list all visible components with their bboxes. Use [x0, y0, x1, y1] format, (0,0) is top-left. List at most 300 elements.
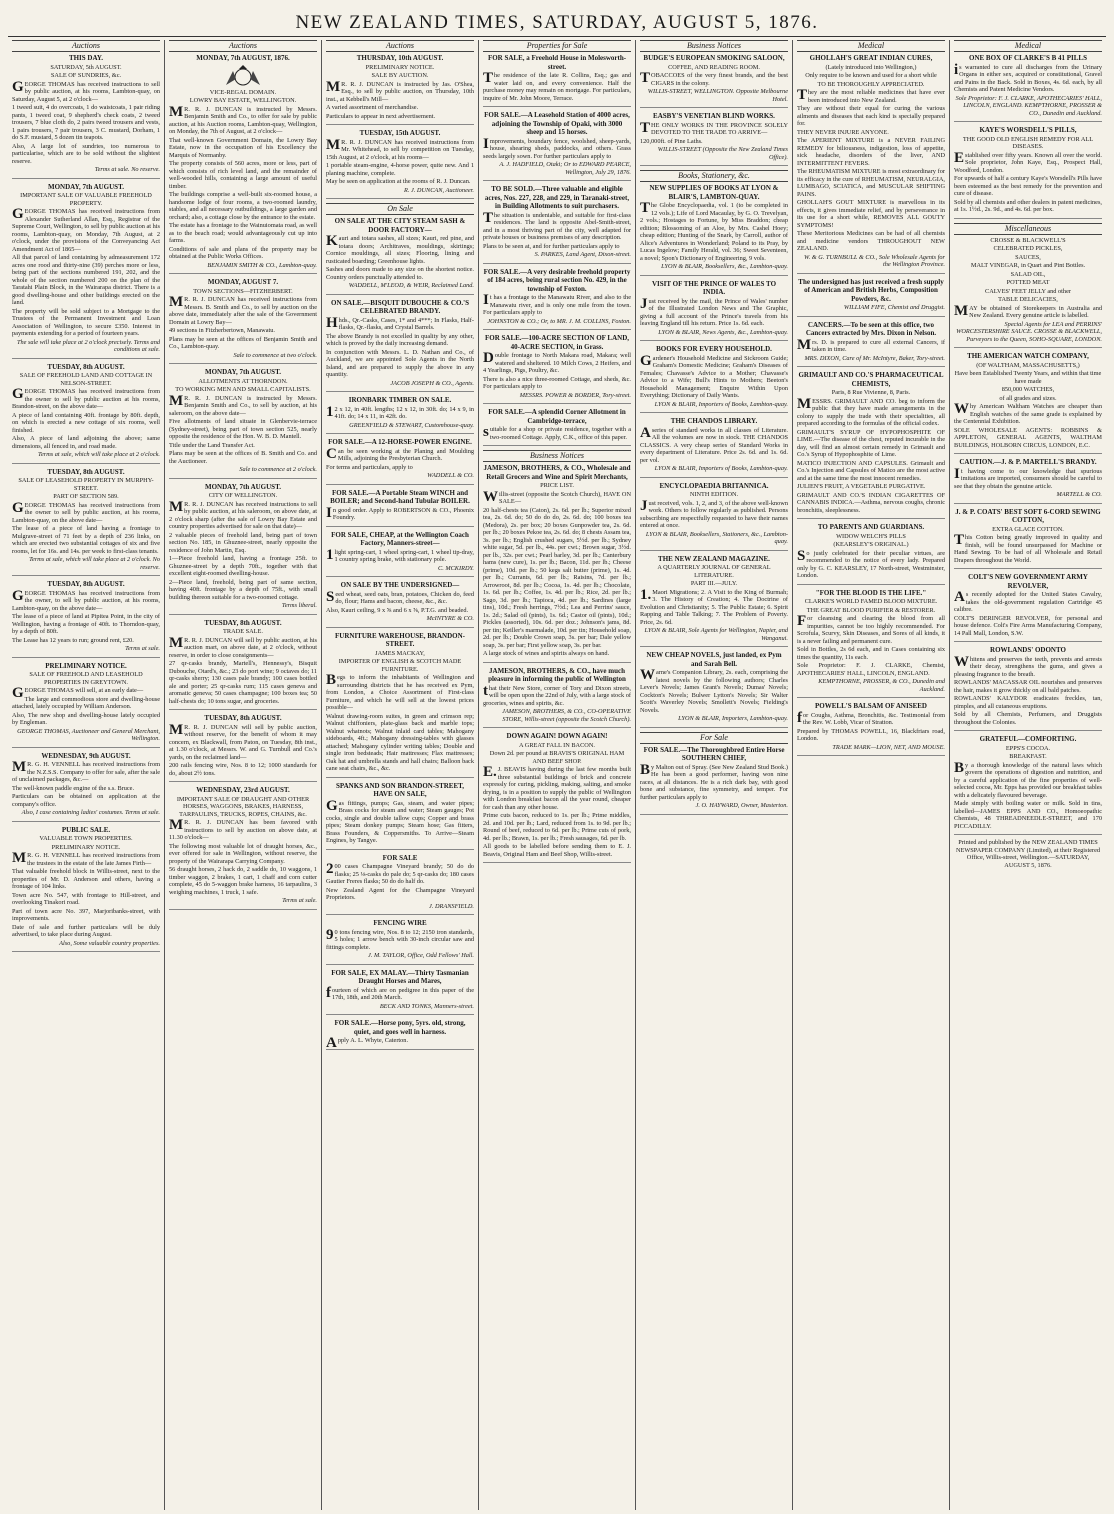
- advertisement: [169, 483, 317, 615]
- ad-signature: S. PARKES, Land Agent, Dixon-street.: [534, 251, 631, 258]
- ad-signature: Terms liberal.: [281, 602, 317, 609]
- ad-subhead: THE GOOD OLD ENGLISH REMEDY FOR ALL DISEASES.: [962, 135, 1094, 150]
- ad-subhead: IMPORTER OF ENGLISH & SCOTCH MADE FURNITURE.: [338, 658, 462, 673]
- ad-paragraph: SOLE WHOLESALE AGENTS: ROBBINS & APPLETON, GENERAL AGENTS, WALTHAM BUILDINGS, HOLBORN CIRCUS, LONDON, E.C.: [954, 426, 1102, 449]
- ad-paragraph: A large stock of wines and spirits always on hand.: [483, 650, 610, 657]
- ad-paragraph: By a thorough knowledge of the natural laws which govern the operations of digestion and nutrition, and by a careful application of the fine properties of well-selected cocoa, Mr. Epps has provided our breakfast tables with a delicately flavoured beverage.: [954, 759, 1102, 799]
- advertisement: [12, 826, 160, 953]
- section-header: Books, Stationery, &c.: [640, 170, 788, 182]
- ad-signature: JAMESON, BROTHERS, & CO., CO-OPERATIVE STORE, Willis-street (opposite the Scotch Church).: [502, 708, 631, 723]
- ad-paragraph: It has a frontage to the Manawatu River, and also to the Manawatu river, and is only one mile from the town. For particulars apply to: [483, 292, 631, 316]
- ad-title: DOWN AGAIN! DOWN AGAIN!: [506, 732, 608, 740]
- ad-subhead: Have been Established Twenty Years, and within that time have made: [954, 370, 1102, 385]
- ad-paragraph: E.J. BEAVIS having during the last few months built three substantial buildings of brick and concrete expressly for curing, pickling, making, salting, and smoke drying, is in a position to supply the public of Wellington with London breakfast bacon all the year round, cheaper for cash than any other house.: [483, 764, 631, 811]
- ad-title: KAYE'S WORSDELL'S PILLS,: [979, 126, 1077, 134]
- ad-signature: LYON & BLAIR, Booksellers, &c., Lambton-quay.: [661, 263, 788, 270]
- ad-signature: Also, Some valuable country properties.: [59, 939, 160, 947]
- ad-title: COLT'S NEW GOVERNMENT ARMY REVOLVER,: [968, 573, 1088, 590]
- ad-title: MONDAY, 7th AUGUST.: [205, 368, 281, 376]
- advertisement: [640, 54, 788, 108]
- advertisement: [483, 732, 631, 863]
- advertisement: [326, 1019, 474, 1050]
- ad-signature: KEMPTHORNE, PROSSER, & CO., Dunedin and Auckland.: [818, 678, 945, 693]
- ad-title: IRONBARK TIMBER ON SALE.: [348, 396, 452, 404]
- ad-paragraph: They are the most reliable medicines that have ever been introduced into New Zealand.: [797, 87, 945, 104]
- ad-paragraph: MR. R. J. DUNCAN is instructed by Messrs. Benjamin Smith and Co., to offer for sale by public auction, at his Auction rooms, Lambton-quay, Wellington, on Monday, the 7th of August, at 2 o'clock—: [169, 103, 317, 135]
- section-header: Medical: [797, 40, 945, 52]
- ad-signature: LYON & BLAIR, Booksellers, Stationers, &c., Lambton-quay.: [645, 530, 788, 545]
- ad-subhead: CROSSE & BLACKWELL'S: [990, 236, 1066, 244]
- ad-subhead: VALUABLE TOWN PROPERTIES.: [39, 835, 133, 842]
- ad-signature: JACOB JOSEPH & CO., Agents.: [390, 379, 474, 387]
- ad-signature: C. MCKIRDY.: [438, 564, 474, 572]
- ad-subhead: NINTH EDITION.: [689, 491, 739, 498]
- section-header: Properties for Sale: [483, 40, 631, 52]
- ad-subhead: (KEARSLEY'S ORIGINAL.): [833, 541, 909, 548]
- ad-paragraph: 49 sections in Fitzherbertown, Manawatu.: [169, 327, 275, 334]
- ad-subhead: SALE OF LEASEHOLD PROPERTY IN MURPHY-STREET.: [18, 477, 154, 492]
- advertisement: [640, 345, 788, 413]
- ad-signature: Terms at sale.: [125, 645, 160, 652]
- ad-paragraph: is warranted to cure all discharges from the Urinary Organs in either sex, acquired or constitutional, Gravel and Pains in the Back. Sold in Boxes, 4s. 6d. each, by all Chemists and Patent Medicine Vendors.: [954, 61, 1102, 93]
- advertisement: [169, 786, 317, 910]
- ad-paragraph: 200 cases Champagne Vineyard brandy; 50 do do flasks; 25 ⅛-casks do pale do; 5 qr-casks do; 180 cases Gautier Freres flasks; 50 do do half do.: [326, 861, 474, 885]
- ad-paragraph: The buildings comprise a well-built six-roomed house, a handsome lodge of four rooms, a two-roomed laundry, stables, and all necessary outbuildings, a large garden and orchard; also, a cottage close by the entrance to the estate.: [169, 191, 317, 221]
- advertisement: [326, 396, 474, 434]
- ad-paragraph: The APERIENT MIXTURE is a NEVER FAILING REMEDY for biliousness, indigestion, loss of appetite, sick headache, disorders of the liver, AND INTERMITTENT FEVERS.: [797, 137, 945, 167]
- ad-signature: WADDELL, M'LEOD, & WEIR, Reclaimed Land.: [348, 282, 474, 289]
- ad-paragraph: Hhds., Qr.-Casks, Cases, 1* and 4***; In Flasks, Half-flasks, Qr.-flasks, and Crystal Barrels.: [326, 314, 474, 331]
- ad-title: ENCYCLOPAEDIA BRITANNICA.: [659, 481, 769, 490]
- ad-paragraph: Prime cuts bacon, reduced to 1s. per lb.; Prime middles, 2d. and 10d. per lb.; Lard, reduced from 1s. to 9d. per lb.; Round of beef, reduced to 6d. per lb.; Prime cuts of pork, 4d. per lb.; Brawn, 1s. per lb.; Fresh sausages, 6d. per lb.: [483, 812, 631, 842]
- ad-paragraph: Part of town acre No. 397, Marjoribanks-street, with improvements.: [12, 907, 160, 922]
- column-3: [322, 40, 479, 1510]
- ad-title: JAMESON, BROTHERS, & CO., Wholesale and Retail Grocers and Wine and Spirit Merchants,: [483, 464, 631, 481]
- ad-title: TUESDAY, 8th AUGUST.: [204, 618, 282, 627]
- ad-subhead: IMPORTANT SALE OF VALUABLE FREEHOLD PROPERTY.: [20, 192, 152, 207]
- ad-paragraph: MR. R. J. DUNCAN has received instructions from Messrs. B. Smith and Co., to sell by auction on the above date, immediately after the sale of the Government Domain at Lowry Bay—: [169, 294, 317, 326]
- ad-subhead: TOWN SECTIONS—FITZHERBERT.: [193, 287, 293, 295]
- ad-paragraph: MR. R. J. DUNCAN has been favored with instructions to sell by auction on above date, at 11.30 o'clock—: [169, 817, 317, 841]
- advertisement: [326, 489, 474, 527]
- ad-paragraph: By Malton out of Spray. (See New Zealand Stud Book.) He has been a good performer, having won nine races, at all distances. He is a rich dark bay, with good bone and substance, fine symmetry, and temper. For further particulars apply to: [640, 761, 788, 801]
- masthead: NEW ZEALAND TIMES, SATURDAY, AUGUST 5, 1876.: [8, 10, 1106, 37]
- advertisement: [326, 782, 474, 850]
- ad-title: FOR SALE.—A splendid Corner Allotment in Cambridge-terrace,: [488, 408, 626, 425]
- ad-signature: TRADE MARK—LION, NET, AND MOUSE.: [832, 743, 945, 751]
- ad-signature: Special Agents for LEA and PERRINS' WORCESTERSHIRE SAUCE. CROSSE & BLACKWELL, Purveyors to the Queen, SOHO-SQUARE, LONDON.: [956, 320, 1102, 343]
- ad-paragraph: That well-known Government Domain, the Lowry Bay Estate, now in the occupation of his Excellency the Marquis of Normanby.: [169, 136, 317, 159]
- ad-paragraph: Whitens and preserves the teeth, prevents and arrests their decay, strengthens the gums, and gives a pleasing fragrance to the breath.: [954, 653, 1102, 678]
- ad-subhead: THE GREAT BLOOD PURIFIER & RESTORER.: [806, 606, 936, 614]
- ad-title: FOR SALE.—Horse pony, 5yrs. old, strong, quiet, and goes well in harness.: [334, 1019, 466, 1036]
- ad-paragraph: MR. R. J. DUNCAN has received instructions to sell by public auction, at his saleroom, on above date, at 2 o'clock sharp (after the sale of Lowry Bay Estate and country properties advertised for sale on that date)—: [169, 498, 317, 530]
- ad-paragraph: Date of sale and further particulars will be duly advertised, to take place during August.: [12, 923, 160, 938]
- ad-paragraph: 90 tons fencing wire, Nos. 8 to 12; 2150 iron standards, 5 holes; 1 arrow bench with 30-inch circular saw and fittings complete.: [326, 926, 474, 951]
- ad-paragraph: MR. R. J. DUNCAN is instructed by Messrs. Benjamin Smith and Co., to sell by auction, at his saleroom, on the above date—: [169, 392, 317, 417]
- ad-paragraph: Conditions of sale and plans of the property may be obtained at the Public Works Offices.: [169, 245, 317, 260]
- ad-signature: Sole Proprietor: F. J. CLARKE, APOTHECARIES' HALL, LINCOLN, ENGLAND. KEMPTHORNE, PROSSER & CO., Dunedin and Auckland.: [955, 94, 1102, 117]
- ad-paragraph: Title under the Land Transfer Act.: [169, 441, 255, 449]
- ad-paragraph: 1.Maori Migrations; 2. A Visit to the King of Burmah; 3. The History of Creation; 4. The Doctrine of Evolution and Christianity; 5. The Public Estate; 6. Spirit Rapping and Table Talking; 7. The Problem of Poverty. Price, 2s. 6d.: [640, 586, 788, 626]
- advertisement: [12, 752, 160, 822]
- ad-paragraph: In conjunction with Messrs. L. D. Nathan and Co., of Auckland, we are appointed Sole Agents in the North Island, and are prepared to supply the above in any quantity.: [326, 348, 474, 378]
- ad-title: FOR SALE, a Freehold House in Molesworth-street.: [487, 54, 627, 71]
- advertisement: [326, 854, 474, 916]
- advertisement: [326, 438, 474, 485]
- ad-title: ON SALE BY THE UNDERSIGNED—: [340, 581, 460, 589]
- ad-title: JAMESON, BROTHERS, & CO., have much pleasure in informing the public of Wellington: [488, 666, 626, 683]
- ad-paragraph: Five allotments of land situate in Glenbervie-terrace (Sydney-street), being part of town section 525, nearly opposite the residence of the Hon. W. B. D. Mantell.: [169, 418, 317, 440]
- ad-paragraph: Kauri and totara sashes, all sizes; Kauri, red pine, and totara doors; Architraves, mouldings, skirtings; Cornice mouldings, all sizes; Flooring, lining and rusticated boarding; Greenhouse lights.: [326, 233, 474, 265]
- ad-signature: Sale to commence at two o'clock.: [233, 351, 317, 359]
- ad-signature: WADDELL & CO.: [427, 472, 474, 479]
- ad-title: FOR SALE.—A Portable Steam WINCH and BOILER; and Second-hand Tubular BOILER.: [330, 488, 470, 505]
- ad-paragraph: THE ONLY WORKS IN THE PROVINCE SOLELY DEVOTED TO THE TRADE TO ARRIVE—: [640, 119, 788, 136]
- ad-paragraph: Can be seen working at the Planing and Moulding Mills, adjoining the Presbyterian Church.: [326, 445, 474, 462]
- ad-subhead: SALAD OIL,: [1010, 270, 1046, 278]
- ad-title: CANCERS.—To be seen at this office, two Cancers extracted by Mrs. Dixon in Nelson.: [805, 320, 937, 337]
- ad-paragraph: Seed wheat, seed oats, bran, potatoes, Chicken do, feed do, flour; Hams and bacon, cheese, &c., &c.: [326, 588, 474, 605]
- ad-paragraph: These Meritorious Medicines can be had of all chemists and medicine vendors THROUGHOUT NEW ZEALAND.: [797, 230, 945, 252]
- ad-subhead: SALE OF SUNDRIES, &c.: [50, 72, 122, 79]
- ad-paragraph: All that parcel of land containing by admeasurement 172 acres one rood and thirty-nine (39) perches more or less, being part of the sections numbered 191, 202, and the whole of the section numbered 200 on the plan of the Taratahi Plain Block, in the Wairarapa district. There is a good dwelling-house and other buildings erected on the land.: [12, 254, 160, 306]
- ad-title: VISIT OF THE PRINCE OF WALES TO INDIA.: [651, 279, 777, 296]
- ad-title: POWELL'S BALSAM OF ANISEED: [815, 702, 927, 710]
- ad-paragraph: fourteen of which are on pedigree in this paper of the 17th, 18th, and 20th March.: [326, 984, 474, 1001]
- ad-signature: Terms at sale, which will take place at 2 o'clock. No reserve.: [29, 556, 160, 571]
- ad-title: WEDNESDAY, 9th AUGUST.: [41, 751, 131, 760]
- ad-paragraph: 1—Piece freehold land, having a frontage 25ft. to Ghuznee-street by a depth 70ft., together with that excellent eight-roomed dwelling-house.: [169, 555, 317, 577]
- advertisement: [169, 54, 317, 274]
- ad-title: ON SALE AT THE CITY STEAM SASH & DOOR FACTORY—: [334, 217, 466, 234]
- section-header: On Sale: [326, 203, 474, 215]
- ad-title: TO BE SOLD.—Three valuable and eligible acres, Nos. 227, 228, and 229, in Taranaki-street, in Building Allotments to suit purchasers.: [484, 185, 630, 210]
- ad-paragraph: Sold by all Chemists, Perfumers, and Druggists throughout the Colonies.: [954, 711, 1102, 726]
- ad-subhead: CLARKE'S WORLD FAMED BLOOD MIXTURE.: [804, 598, 938, 605]
- ad-signature: WILLIS-STREET (Opposite the New Zealand Times Office).: [657, 146, 788, 161]
- ad-subhead: SALE BY AUCTION.: [371, 72, 429, 79]
- ad-paragraph: Apply A. L. Whyte, Caterton.: [326, 1035, 409, 1051]
- ad-paragraph: 120,000ft. of Pine Laths.: [640, 137, 703, 145]
- ad-paragraph: New Zealand Agent for the Champagne Vineyard Proprietors.: [326, 886, 474, 901]
- ad-title: FOR SALE, EX MALAY.—Thirty Tasmanian Draught Horses and Mares,: [331, 968, 469, 985]
- ad-title: TUESDAY, 15th AUGUST.: [359, 129, 441, 137]
- ad-paragraph: The large and commodious store and dwelling-house attached, lately occupied by William Anderson.: [12, 695, 160, 710]
- advertisement: [12, 363, 160, 464]
- ad-title: PUBLIC SALE.: [61, 825, 111, 834]
- ad-paragraph: 1light spring-cart, 1 wheel spring-cart, 1 wheel tip-dray, 1 country spring brake, with stationary pole.: [326, 546, 474, 563]
- ad-subhead: 850,000 WATCHES,: [1001, 386, 1055, 393]
- ad-title: MONDAY, AUGUST 7.: [207, 278, 279, 286]
- ad-title: CAUTION.—J. & P. MARTELL'S BRANDY.: [959, 458, 1097, 466]
- ad-subhead: A QUARTERLY JOURNAL OF GENERAL LITERATURE.: [657, 564, 771, 579]
- ad-title: FOR SALE.—The Thoroughbred Entire Horse SOUTHERN CHIEF,: [643, 745, 785, 762]
- ad-paragraph: Double frontage to North Makara road, Makara; well watered and sheltered. 10 Milch Cows, 2 Heifers, and 4 Yearlings, Pigs, Poultry, &c.: [483, 350, 631, 374]
- ad-subhead: PRELIMINARY NOTICE.: [365, 63, 435, 71]
- ad-subhead: PART OF SECTION 589.: [53, 493, 119, 500]
- ad-paragraph: Plans may be seen at the offices of B. Smith and Co. and the Auctioneer.: [169, 450, 317, 465]
- ad-title: TUESDAY, 8th AUGUST.: [204, 714, 282, 722]
- column-4: [479, 40, 636, 1510]
- ad-paragraph: MR. R. J. DUNCAN will sell by public auction, without reserve, for the benefit of whom it may concern, ex Blackwall, from Paton, on Tuesday, 8th inst., at 1.30 o'clock, at Messrs. W. and G. Turnbull and Co.'s yards, on the reclaimed land—: [169, 721, 317, 761]
- ad-paragraph: Just received, vols. 1, 2, and 3, of the above well-known work. Others to follow regularly as published. Persons subscribing are respectfully requested to have their names entered at once.: [640, 497, 788, 529]
- ad-signature: The sale will take place at 2 o'clock precisely. Terms and conditions at sale.: [16, 338, 160, 353]
- ad-paragraph: Town acre No. 547, with frontage to Hill-street, and overlooking Tinakori road.: [12, 891, 160, 906]
- columns-container: [8, 40, 1106, 1510]
- advertisement: [954, 126, 1102, 219]
- ad-paragraph: It having come to our knowledge that spurious imitations are imported, consumers should be careful to see that they obtain the genuine article.: [954, 465, 1102, 490]
- advertisement: [483, 268, 631, 331]
- ad-signature: McINTYRE & CO.: [426, 615, 474, 622]
- ad-signature: Sale to commence at 2 o'clock.: [239, 466, 317, 473]
- advertisement: [640, 184, 788, 276]
- ad-paragraph: Particulars can be obtained on application at the company's office.: [12, 793, 160, 808]
- ad-paragraph: MESSRS. GRIMAULT AND CO. beg to inform the public that they have made arrangements in the colony to supply the trade with their specialities, all prepared according to the formulas of the official codex.: [797, 395, 945, 427]
- ad-paragraph: TOBACCOES of the very finest brands, and the best CIGARS in the colony.: [640, 70, 788, 87]
- ad-title: BUDGE'S EUROPEAN SMOKING SALOON,: [643, 54, 785, 62]
- ad-paragraph: MATICO INJECTION AND CAPSULES. Grimault and Co.'s Injection and Capsules of Matico are the most active and at the same time the most innocent remedies.: [797, 459, 945, 482]
- advertisement: [326, 919, 474, 965]
- ad-subhead: (OF WALTHAM, MASSACHUSETTS,): [976, 361, 1080, 369]
- ad-title: NEW CHEAP NOVELS, just landed, ex Pym and Sarah Bell.: [646, 651, 782, 668]
- ad-title: MONDAY, 7th AUGUST.: [48, 182, 124, 191]
- advertisement: [483, 408, 631, 446]
- advertisement: [640, 112, 788, 166]
- advertisement: [12, 54, 160, 179]
- ad-subhead: COFFEE, AND READING ROOM.: [668, 63, 760, 71]
- advertisement: [797, 54, 945, 274]
- ad-title: FOR SALE.—A Leasehold Station of 4000 acres, adjoining the Township of Opaki, with 3000 sheep and 15 horses.: [484, 111, 630, 136]
- ad-subhead: Paris, 8 Rue Vivienne, 8, Paris.: [831, 389, 911, 396]
- ad-title: GHOLLAH'S GREAT INDIAN CURES,: [809, 54, 933, 62]
- ad-signature: MRS. DIXON, Care of Mr. McIntyre, Baker, Tory-street.: [804, 354, 945, 362]
- advertisement: [483, 185, 631, 264]
- ad-paragraph: 1 tweed suit, 4 do overcoats, 1 do waistcoats, 1 pair riding pants, 1 tweed coat, 9 shepherd's check coats, 2 tweed trousers, 7 blue cloth do, 2 pairs tweed trousers and vests, 1 pairs trousers, 7 pair trousers, 3 C. mustard, Dorham, 1 do S.F. mustard, 5 dozen tin teapots.: [12, 104, 160, 141]
- ad-paragraph: 20 half-chests tea (Caton), 2s. 6d. per lb.; Superior mixed tea, 2s. 6d. do; 50 do do do, 2s. 6d. do; 100 boxes tea (Medora), 2s. per box; 20 boxes Gunpowder tea, 2s. 6d. per lb.; 20 boxes Pekoe tea, 2s. 6d. do; 8 chests Assam tea, 3s. per lb.; English crushed sugars, 5½d. per lb.; Sydney white sugar, 5d. per lb., 44s. per cwt.; Brown sugar, 3½d. per lb., 32s. per cwt.; Pearl barley, 3d. per lb.; Canterbury hams (new cure), 1s. per lb.; Bacon, 11d. per lb.; Cheese (prime), 10d. per lb.; 50 kegs salt butter (prime), 1s. 4d. per lb.; Currants, 6d. per lb.; Raisins, 7d. per lb.; Arrowroot, 8d. per lb.; Cocoa, 1s. 4d. per lb.; Chocolate, 1s. 6d. per lb.; Coffee, 1s. 4d. per lb.; Rice, 2d. per lb.; Sago, 3d. per lb.; Tapioca, 4d. per lb.; Sardines (large tins), 10d.; Fresh herrings, 7½d.; Lea and Perrins' sauce, 1s. 2d.; Salad oil (pints), 1s. 6d.; Castor oil (pints), 10d.; Pickles (assorted), 10s. 6d. per doz.; Johnson's jams, 8d. per tin; Keiller's marmalade, 10d. per tin; Household soap, 2d. per lb.; Double Crown soap, 3s. per bar; Dale yellow soap, 3s. per bar; First yellow soap, 3s. per bar.: [483, 506, 631, 649]
- ad-title: GRIMAULT AND CO.'S PHARMACEUTICAL CHEMISTS,: [798, 371, 944, 388]
- ad-signature: Also, I case containing ladies' costumes. Terms at sale.: [21, 809, 160, 816]
- ad-title: "FOR THE BLOOD IS THE LIFE.": [815, 588, 927, 597]
- ad-paragraph: A varied assortment of merchandise.: [326, 104, 419, 111]
- column-5: [636, 40, 793, 1510]
- advertisement: [640, 555, 788, 648]
- ad-subhead: CALVES' FEET JELLY and other: [985, 287, 1071, 295]
- ad-subhead: PART III.—JULY.: [690, 580, 738, 587]
- ad-paragraph: JULIEN'S FRUIT, A VEGETABLE PURGATIVE.: [797, 483, 926, 490]
- ad-paragraph: That valuable freehold block in Willis-street, next to the properties of Mr. D. Anderson and others, having a frontage of 104 links.: [12, 868, 160, 890]
- ad-signature: LYON & BLAIR, Importers of Books, Lambton-quay.: [654, 465, 788, 472]
- ad-subhead: CITY OF WELLINGTON.: [208, 492, 278, 499]
- ad-paragraph: GHOLLAH'S GOUT MIXTURE is marvellous in its effects, it gives immediate relief, and by perseverance in its use for a short while, REMOVES ALL GOUTY SYMPTOMS!: [797, 199, 945, 229]
- advertisement: [169, 619, 317, 711]
- ad-paragraph: For upwards of half a century Kaye's Worsdell's Pills have been esteemed as the best remedy for the prevention and cure of disease.: [954, 175, 1102, 197]
- ad-paragraph: Established over fifty years. Known all over the world. Sole proprietor, John Kaye, Esq., Prospect Hall, Woodford, London.: [954, 149, 1102, 174]
- ad-paragraph: The estate has a frontage to the Wainuiomata road, as well as to the beach road; would advantageously cut up into farms.: [169, 222, 317, 244]
- column-7: [950, 40, 1106, 1510]
- ad-paragraph: GEORGE THOMAS has received instructions from the owner to sell by public auction at his rooms, Brandon-street, on the above date—: [12, 386, 160, 410]
- ad-subhead: IMPORTANT SALE OF DRAUGHT AND OTHER HORSES, WAGGONS, BRAKES, HARNESS, TARPAULINS, TRUCKS, ROPES, CHAINS, &c.: [176, 795, 310, 818]
- ad-paragraph: The RHEUMATISM MIXTURE is most extraordinary for its efficacy in the cure of RHEUMATISM, NEURALGIA, LUMBAGO, SCIATICA, and MUSCULAR SHIFTING PAINS.: [797, 168, 945, 198]
- ad-paragraph: MAY be obtained of Storekeepers in Australia and New Zealand. Every genuine article is labelled.: [954, 302, 1102, 319]
- advertisement: [640, 746, 788, 815]
- advertisement: [483, 111, 631, 181]
- advertisement: [797, 278, 945, 317]
- ad-title: TO PARENTS AND GUARDIANS.: [817, 523, 925, 531]
- ad-subhead: of all grades and sizes.: [999, 394, 1057, 402]
- ad-title: ON SALE.—BISQUIT DUBOUCHE & CO.'S CELEBRATED BRANDY.: [331, 298, 469, 315]
- ad-paragraph: 1 portable steam-engine, 4-horse power, quite new. And 1 planing machine, complete.: [326, 162, 474, 177]
- advertisement: [640, 280, 788, 342]
- column-1: [8, 40, 165, 1510]
- ad-signature: J. M. TAYLOR, Office, Odd Fellows' Hall.: [368, 952, 474, 959]
- advertisement: [326, 969, 474, 1016]
- ad-paragraph: Plans may be seen at the offices of Benjamin Smith and Co., Lambton-quay.: [169, 335, 317, 350]
- publisher-imprint: Printed and published by the NEW ZEALAND TIMES NEWSPAPER COMPANY (Limited), at their Registered Office, Willis-street, Wellington.—SATURDAY, AUGUST 5, 1876.: [955, 839, 1101, 869]
- ad-signature: BECK AND TONKS, Manners-street.: [379, 1002, 474, 1010]
- ad-title: TUESDAY, 8th AUGUST.: [47, 362, 125, 371]
- section-header: Auctions: [169, 40, 317, 52]
- advertisement: [797, 523, 945, 585]
- ad-paragraph: The lease of a piece of land having a frontage to Mulgrave-street of 71 feet by a depth of 236 links, on which are erected two substantial cottages of six and five rooms, let for 16s. and 14s. per week to first-class tenants.: [12, 525, 160, 555]
- ad-signature: LYON & BLAIR, Sole Agents for Wellington, Napier, and Wanganui.: [644, 627, 788, 642]
- ad-subhead: MALT VINEGAR, in Quart and Pint Bottles.: [970, 262, 1086, 269]
- ad-paragraph: that their New Store, corner of Tory and Dixon streets, will be open upon the 22nd of July, with a large stock of groceries, wines and spirits, &c.: [483, 682, 631, 707]
- ad-paragraph: Why American Waltham Watches are cheaper than English watches of the same grade is explained by the Centennial Exhibition.: [954, 401, 1102, 425]
- advertisement: [954, 54, 1102, 122]
- ad-title: THE CHANDOS LIBRARY.: [670, 417, 758, 425]
- ad-subhead: TRADE SALE.: [223, 628, 263, 635]
- ad-subhead: SALE OF FREEHOLD LAND AND COTTAGE IN NELSON-STREET.: [19, 372, 153, 387]
- advertisement: [797, 371, 945, 519]
- ad-subhead: VICE-REGAL DOMAIN.: [209, 88, 277, 96]
- section-header: For Sale: [640, 732, 788, 744]
- ad-paragraph: MR. R. J. DUNCAN is instructed by Jas. O'Shea, Esq., to sell by public auction, on Thursday, 10th inst., at Kebbell's Mill—: [326, 78, 474, 103]
- advertisement: [326, 217, 474, 295]
- ad-subhead: PRELIMINARY NOTICE.: [51, 843, 121, 851]
- advertisement: [12, 183, 160, 359]
- ad-paragraph: ROWLANDS' KALYDOR eradicates freckles, tan, pimples, and all cutaneous eruptions.: [954, 695, 1102, 710]
- ad-title: TUESDAY, 8th AUGUST.: [47, 580, 125, 588]
- ad-title: SPANKS AND SON BRANDON-STREET, HAVE ON SALE,: [335, 781, 465, 798]
- advertisement: [12, 662, 160, 748]
- ad-subhead: SATURDAY, 5th AUGUST.: [50, 63, 122, 71]
- ad-subhead: (Lately introduced into Wellington,): [825, 63, 917, 71]
- ad-title: WEDNESDAY, 23rd AUGUST.: [196, 786, 290, 794]
- ad-paragraph: Warne's Companion Library, 2s. each, comprising the latest novels by the following authors; Charles Lever's Novels; James Grant's Novels; Dumas' Novels; Cockton's Novels; Bulwer Lytton's Novels; Sir Walter Scott's Waverley Novels; Smollett's Novels; Fielding's Novels.: [640, 667, 788, 714]
- ad-paragraph: May be seen on application at the rooms of R. J. Duncan.: [326, 178, 471, 185]
- ad-subhead: Only require to be known and used for a short while: [805, 72, 937, 79]
- ad-subhead: A GREAT FALL IN BACON.: [519, 741, 595, 749]
- advertisement: [12, 580, 160, 658]
- ad-signature: Terms at sale, which will take place at 2 o'clock.: [38, 451, 160, 458]
- ad-paragraph: Also, Kauri ceiling, 9 x ⅝ and 6 x ⅝, P.T.G. and beaded.: [326, 606, 469, 614]
- advertisement: [12, 468, 160, 577]
- ad-paragraph: for Coughs, Asthma, Bronchitis, &c. Testimonial from the Rev. W. Lobb, Vicar of Stratton.: [797, 709, 945, 726]
- ad-paragraph: The well-known paddle engine of the s.s. Bruce.: [12, 784, 135, 792]
- ad-paragraph: Sold in Bottles, 2s 6d each, and in Cases containing six times the quantity, 11s each.: [797, 646, 945, 661]
- advertisement: [954, 458, 1102, 504]
- ad-signature: Terms at sale. No reserve.: [94, 166, 160, 173]
- ad-signature: MARTELL & CO.: [1056, 491, 1102, 498]
- ad-paragraph: GEORGE THOMAS has received instructions from the owner, to sell by public auction, at his rooms, Lambton-quay, on the above date—: [12, 587, 160, 612]
- advertisement: [483, 667, 631, 729]
- ad-paragraph: GEORGE THOMAS will sell, at an early date—: [12, 685, 144, 701]
- ad-title: BOOKS FOR EVERY HOUSEHOLD.: [656, 345, 772, 353]
- ad-paragraph: The residence of the late R. Collins, Esq.; gas and water laid on, and every convenience. Half the purchase money may remain on mortgage. For particulars, inquire of Mr. John Moore, Terrace.: [483, 70, 631, 102]
- ad-signature: J. DRANSFIELD.: [429, 902, 474, 910]
- ad-subhead: WIDOW WELCH'S PILLS: [836, 532, 906, 540]
- ad-paragraph: Just received by the mail, the Prince of Wales' number of the Illustrated London News and The Graphic, giving a full account of the Prince's travels from his leaving England till his return. Price 1s. 6d. each.: [640, 295, 788, 327]
- section-header: Miscellaneous: [954, 223, 1102, 235]
- ad-paragraph: Gardener's Household Medicine and Sickroom Guide; Graham's Domestic Medicine; Graham's Diseases of Females; Chavasse's Advice to a Mother; Chavasse's Advice to a Wife; Bull's Hints to Mothers; Beeton's Household Management; Enquire Within Upon Everything; Dictionary of Daily Wants.: [640, 352, 788, 399]
- ad-subhead: EXTRA GLACE COTTON.: [992, 525, 1064, 533]
- ad-paragraph: COLT'S DERINGER REVOLVER, for personal and house defence. Colt's Fire Arms Manufacturing Company, 14 Pall Mall, London, S.W.: [954, 614, 1102, 637]
- ad-paragraph: They are without their equal for curing the various ailments and diseases that each kind is specially prepared for.: [797, 105, 945, 127]
- advertisement: [954, 573, 1102, 642]
- ad-paragraph: MR. R. J. DUNCAN will sell by public auction, at his auction mart, on above date, at 2 o'clock, without reserve, in order to close consignments—: [169, 634, 317, 659]
- ad-paragraph: The above Brandy is not excelled in quality by any other, which is proved by the daily increasing demand.: [326, 332, 474, 347]
- ad-paragraph: 12 x 12, in 40ft. lengths; 12 x 12, in 30ft. do; 14 x 9, in 41ft. do; 14 x 11, in 42ft. do.: [326, 403, 474, 420]
- ad-title: J. & P. COATS' BEST SOFT 6-CORD SEWING COTTON,: [955, 507, 1101, 524]
- ad-paragraph: Mrs. D. is prepared to cure all external Cancers, if taken in time.: [797, 336, 945, 353]
- section-header: Medical: [954, 40, 1102, 52]
- advertisement: [483, 464, 631, 663]
- advertisement: [169, 368, 317, 479]
- column-2: [165, 40, 322, 1510]
- ad-title: NEW SUPPLIES OF BOOKS AT LYON & BLAIR'S, LAMBTON-QUAY.: [649, 184, 779, 201]
- ad-signature: J. O. HAYWARD, Owner, Masterton.: [695, 802, 788, 809]
- ad-title: The undersigned has just received a fresh supply of American and British Herbs, Composition Powders, &c.: [798, 277, 944, 303]
- advertisement: [326, 632, 474, 778]
- ad-signature: JOHNSTON & CO.; Or, to MR. J. M. COLLINS, Foxton.: [487, 317, 631, 325]
- ad-title: FOR SALE: [382, 853, 418, 862]
- ad-paragraph: Particulars to appear in next advertisement.: [326, 112, 436, 120]
- advertisement: [640, 651, 788, 728]
- ad-title: MONDAY, 7th AUGUST, 1876.: [196, 54, 290, 62]
- ad-paragraph: MR. G. H. VENNELL has received instructions from the trustees in the estate of the late James Firth—: [12, 850, 160, 867]
- ad-signature: LYON & BLAIR, News Agents, &c., Lambton-quay.: [658, 328, 788, 336]
- ad-paragraph: The following most valuable lot of draught horses, &c., ever offered for sale in Wellington, without reserve, the property of the Wairarapa Carrying Company.: [169, 842, 317, 865]
- ad-title: FOR SALE.—A very desirable freehold property of 184 acres, being rural section No. 429, in the township of Foxton.: [483, 267, 631, 293]
- advertisement: [640, 482, 788, 551]
- ad-subhead: Down 2d. per pound at BRAVIS'S ORIGINAL HAM AND BEEF SHOP.: [489, 750, 625, 765]
- ad-signature: R. J. DUNCAN, Auctioneer.: [403, 186, 474, 194]
- ad-paragraph: Also, A piece of land adjoining the above; same dimensions, all fenced in, and road made.: [12, 435, 160, 450]
- advertisement: [954, 352, 1102, 454]
- advertisement: [797, 589, 945, 699]
- ad-subhead: LOWRY BAY ESTATE, WELLINGTON.: [189, 97, 297, 104]
- ad-subhead: ALLOTMENTS AT THORNDON.: [198, 377, 288, 385]
- ad-paragraph: Improvements, boundary fence, woolshed, sheep-yards, house, shearing sheds, paddocks, and others. Grass seeds largely sown. For further particulars apply to: [483, 135, 631, 160]
- advertisement: [954, 735, 1102, 835]
- ad-signature: WILLIAM FIFE, Chemist and Druggist.: [843, 304, 945, 311]
- ad-title: FOR SALE.—100-ACRE SECTION OF LAND, 40-ACRE SECTION, in Grass.: [484, 334, 630, 351]
- ad-title: ONE BOX OF CLARKE'S B 41 PILLS: [969, 54, 1087, 62]
- ad-title: FURNITURE WAREHOUSE, BRANDON-STREET.: [335, 631, 465, 648]
- ad-signature: A. J. HADFIELD, Otaki; Or to EDWARD PEARCE, Wellington, July 29, 1876.: [499, 161, 631, 176]
- ad-subhead: SAUCES,: [1015, 253, 1041, 261]
- ad-subhead: SALE OF FREEHOLD AND LEASEHOLD PROPERTIES IN GREYTOWN.: [29, 671, 143, 686]
- ad-title: EASBY'S VENETIAN BLIND WORKS.: [653, 112, 775, 120]
- ad-paragraph: GEORGE THOMAS has received instructions from Alexander Sutherland Allan, Esq., Registrar of the Supreme Court, Wellington, to sell by public auction at his rooms, Lambton-quay, on Monday, 7th August, at 2 o'clock, under the provisions of the Conveyancing Act Amendment Act of 1865—: [12, 206, 160, 253]
- ad-subhead: EPPS'S COCOA.: [1005, 744, 1051, 752]
- ad-paragraph: Sole Proprietor: F. J. CLARKE, Chemist, APOTHECARIES' HALL, LINCOLN, ENGLAND.: [797, 662, 945, 677]
- ad-signature: W. & G. TURNBULL & CO., Sole Wholesale Agents for the Wellington Province.: [803, 253, 945, 268]
- advertisement: [954, 237, 1102, 349]
- ad-signature: MESSRS. POWER & BORDER, Tory-street.: [519, 391, 631, 399]
- ad-paragraph: Plans to be seen at, and for further particulars apply to: [483, 242, 620, 250]
